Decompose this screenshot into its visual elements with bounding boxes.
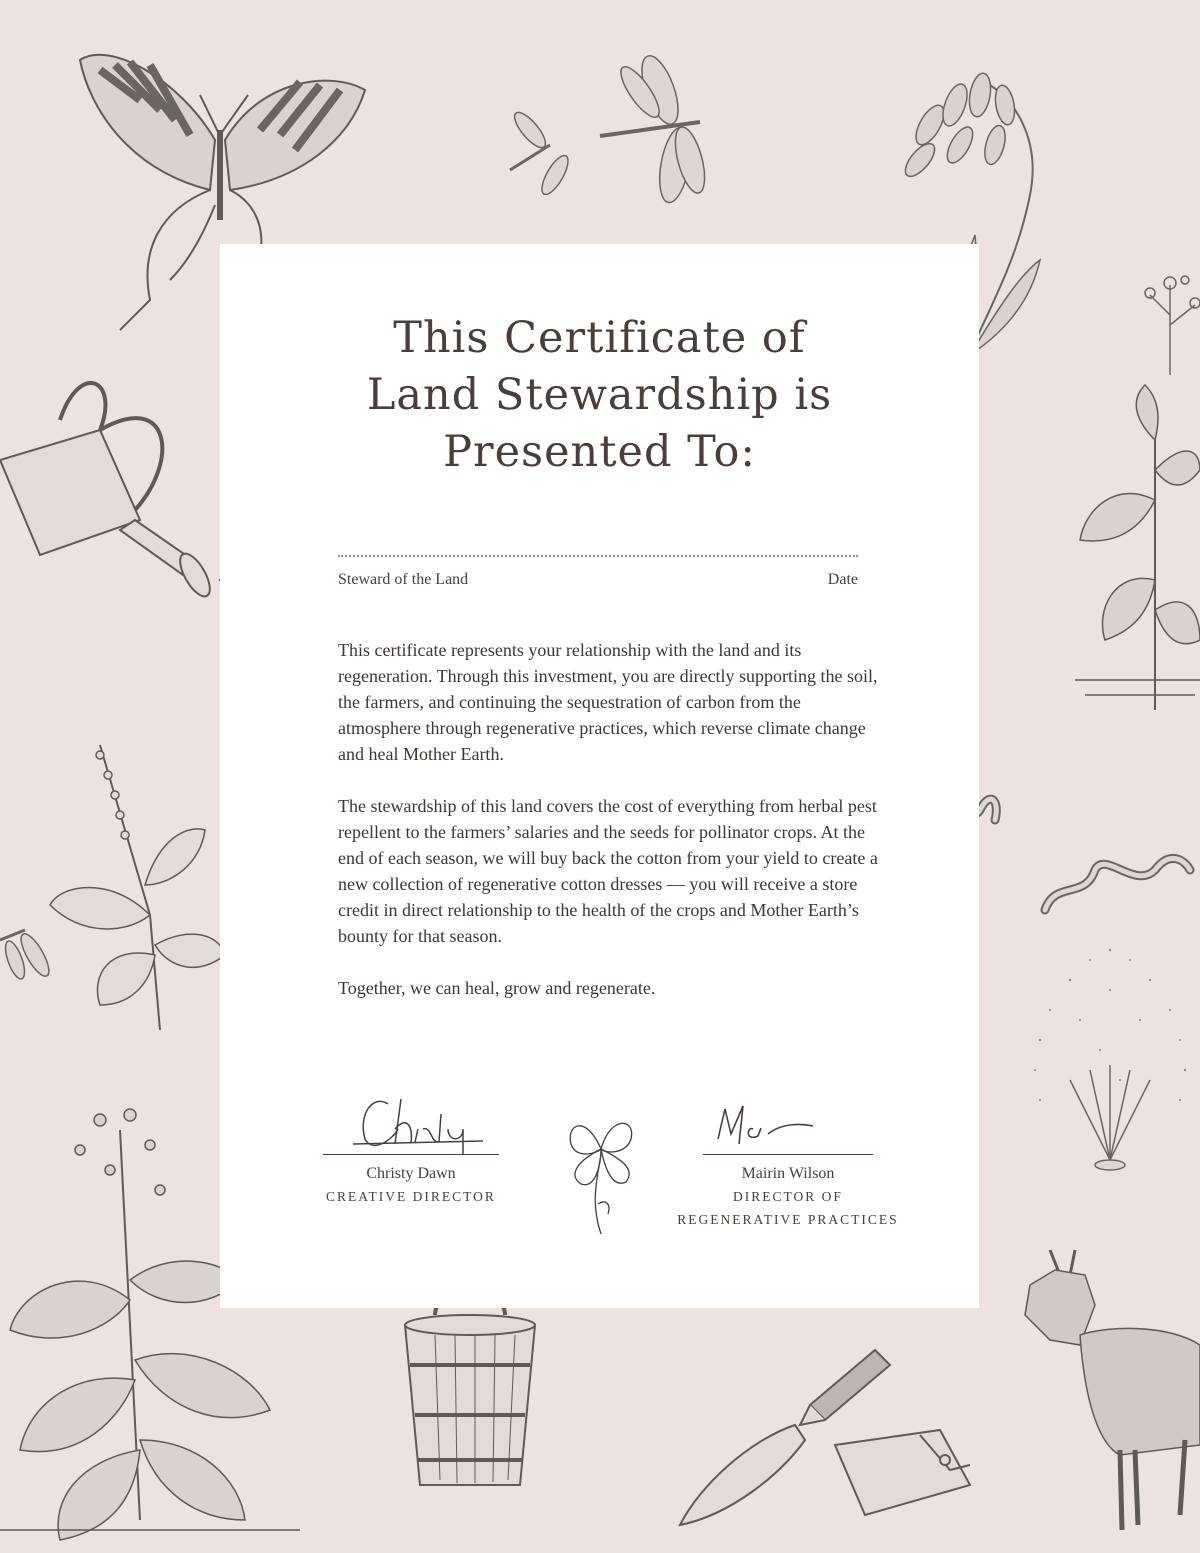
body-paragraph: Together, we can heal, grow and regenerate. — [338, 978, 656, 998]
signature-rule — [703, 1154, 873, 1155]
body-paragraph: This certificate represents your relationship with the land and its regeneration. Through this investment, you are directly supporting the soil, the farmers, and continuing the sequestration of carbon from the atmosphere through regenerative practices, which reverse climate change and heal Mother Earth. — [338, 640, 878, 764]
certificate-card — [220, 244, 979, 1308]
dragonfly-icon — [0, 915, 60, 985]
signer-name: Christy Dawn — [366, 1165, 456, 1182]
steward-label: Steward of the Land — [338, 571, 469, 588]
flower-icon — [556, 1104, 646, 1238]
date-label: Date — [827, 571, 858, 588]
body-paragraph: The stewardship of this land covers the cost of everything from herbal pest repellent to the farmers’ salaries and the seeds for pollinator crops. At the end of each season, we will buy back the cotton from your yield to create a new collection of regenerative cotton dresses — you will receive a store credit in direct relationship to the health of the crops and Mother Earth’s bounty for that season. — [338, 796, 878, 946]
title-line: Presented To: — [443, 427, 756, 477]
sprinkler-icon — [1010, 930, 1200, 1180]
goat-icon — [1010, 1245, 1200, 1535]
certificate-body — [338, 637, 878, 1027]
wallet-icon — [830, 1425, 980, 1525]
bucket-icon — [395, 1285, 545, 1495]
certificate-title — [220, 310, 979, 481]
signature-block-left — [323, 1084, 499, 1208]
signature-block-right — [673, 1084, 903, 1231]
signer-role: CREATIVE DIRECTOR — [326, 1189, 496, 1204]
herb-plant-icon — [30, 735, 230, 1035]
title-line: This Certificate of — [393, 313, 806, 363]
signer-role: REGENERATIVE PRACTICES — [677, 1212, 899, 1227]
signature-scribble — [323, 1084, 499, 1154]
signature-rule — [323, 1154, 499, 1155]
recipient-line — [338, 555, 858, 557]
tobacco-plant-icon — [1075, 380, 1200, 710]
signature-scribble — [673, 1084, 903, 1154]
signer-role: DIRECTOR OF — [733, 1189, 843, 1204]
herb-plant-icon — [1140, 265, 1200, 375]
signer-name: Mairin Wilson — [741, 1165, 835, 1182]
dragonfly-icon — [500, 50, 730, 200]
title-line: Land Stewardship is — [366, 370, 833, 420]
